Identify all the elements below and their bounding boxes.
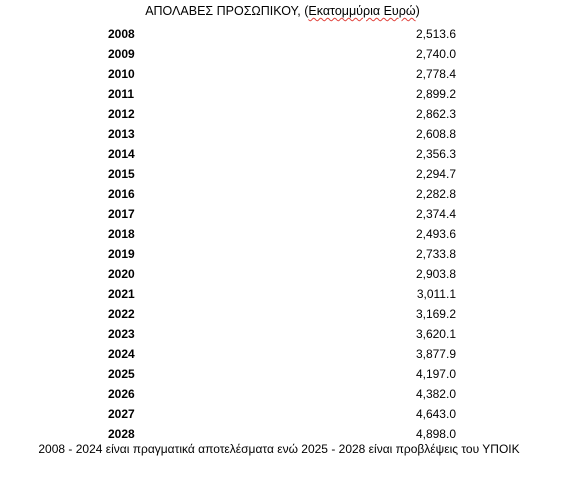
value-cell: 2,356.3: [415, 147, 456, 161]
value-cell: 2,862.3: [415, 107, 456, 121]
year-cell: 2016: [108, 187, 135, 201]
data-table: [0, 24, 565, 444]
footnote: 2008 - 2024 είναι πραγματικά αποτελέσματα ενώ 2025 - 2028 είναι προβλέψεις του ΥΠΟΙΚ: [38, 442, 520, 456]
year-cell: 2027: [108, 407, 135, 421]
table-row: [0, 164, 565, 184]
year-cell: 2015: [108, 167, 135, 181]
table-row: [0, 244, 565, 264]
year-cell: 2022: [108, 307, 135, 321]
table-row: [0, 104, 565, 124]
value-cell: 2,733.8: [415, 247, 456, 261]
table-row: [0, 204, 565, 224]
value-cell: 2,903.8: [415, 267, 456, 281]
value-cell: 4,382.0: [415, 387, 456, 401]
value-cell: 4,643.0: [415, 407, 456, 421]
table-row: [0, 64, 565, 84]
year-cell: 2009: [108, 47, 135, 61]
value-cell: 2,374.4: [415, 207, 456, 221]
year-cell: 2014: [108, 147, 135, 161]
year-cell: 2026: [108, 387, 135, 401]
table-row: [0, 264, 565, 284]
year-cell: 2010: [108, 67, 135, 81]
value-cell: 4,197.0: [415, 367, 456, 381]
year-cell: 2025: [108, 367, 135, 381]
value-cell: 2,513.6: [415, 27, 456, 41]
year-cell: 2018: [108, 227, 135, 241]
title-text: ΑΠΟΛΑΒΕΣ ΠΡΟΣΩΠΙΚΟΥ, (: [145, 4, 309, 18]
value-cell: 2,608.8: [415, 127, 456, 141]
value-cell: 2,740.0: [415, 47, 456, 61]
value-cell: 2,778.4: [415, 67, 456, 81]
value-cell: 2,493.6: [415, 227, 456, 241]
year-cell: 2023: [108, 327, 135, 341]
year-cell: 2008: [108, 27, 135, 41]
table-row: [0, 404, 565, 424]
table-row: [0, 124, 565, 144]
year-cell: 2011: [108, 87, 135, 101]
table-row: [0, 44, 565, 64]
year-cell: 2012: [108, 107, 135, 121]
value-cell: 3,169.2: [415, 307, 456, 321]
year-cell: 2019: [108, 247, 135, 261]
table-row: [0, 224, 565, 244]
year-cell: 2028: [108, 427, 135, 441]
table-row: [0, 24, 565, 44]
value-cell: 3,011.1: [416, 287, 456, 301]
table-row: [0, 284, 565, 304]
year-cell: 2024: [108, 347, 135, 361]
year-cell: 2013: [108, 127, 135, 141]
value-cell: 4,898.0: [415, 427, 456, 441]
title-close-paren: ): [415, 4, 420, 18]
value-cell: 2,294.7: [415, 167, 456, 181]
table-row: [0, 304, 565, 324]
year-cell: 2017: [108, 207, 135, 221]
table-row: [0, 144, 565, 164]
title-unit: Εκατομμύρια Ευρώ: [308, 4, 416, 18]
table-row: [0, 344, 565, 364]
table-row: [0, 184, 565, 204]
year-cell: 2021: [108, 287, 135, 301]
value-cell: 2,282.8: [415, 187, 456, 201]
table-row: [0, 84, 565, 104]
value-cell: 3,620.1: [415, 327, 456, 341]
table-row: [0, 324, 565, 344]
value-cell: 2,899.2: [415, 87, 456, 101]
value-cell: 3,877.9: [415, 347, 456, 361]
table-row: [0, 384, 565, 404]
table-row: [0, 364, 565, 384]
page-title: [0, 4, 565, 19]
year-cell: 2020: [108, 267, 135, 281]
